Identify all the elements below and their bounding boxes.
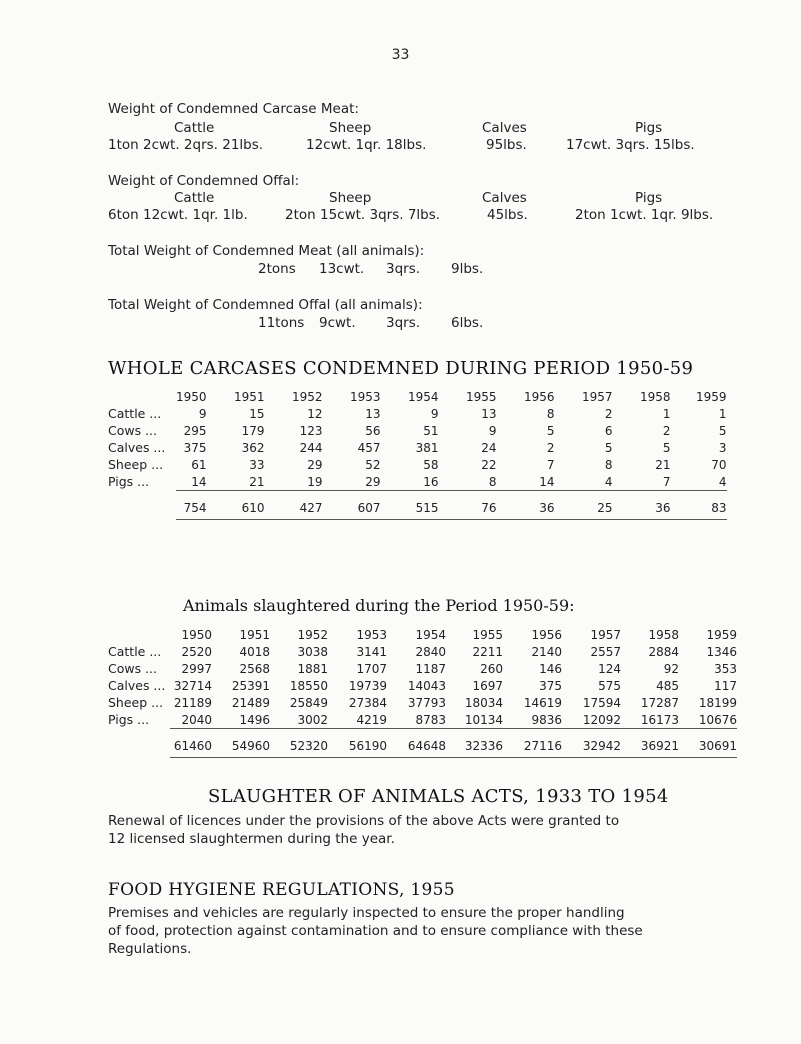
value-cell: 33	[249, 457, 265, 472]
value-cell: 14619	[523, 695, 562, 710]
row-label: Pigs ...	[108, 474, 150, 490]
year-cell: 1954	[408, 389, 439, 404]
year-cell: 1950	[176, 389, 207, 404]
value-cell: 24	[481, 440, 497, 455]
value-cell: 1	[662, 406, 671, 421]
total-offal-title: Total Weight of Condemned Offal (all animals):	[108, 297, 423, 313]
table-row	[108, 677, 737, 694]
page-number: 33	[391, 47, 410, 63]
offal-cattle-label: Cattle	[174, 190, 215, 206]
total-cell: 32942	[562, 735, 621, 758]
offal-cattle-value: 6ton 12cwt. 1qr. 1lb.	[108, 207, 248, 223]
value-cell: 16173	[621, 711, 679, 729]
total-cell: 25	[555, 497, 613, 520]
value-cell: 8	[604, 457, 613, 472]
total-cell: 427	[265, 497, 323, 520]
slaughter-acts-paragraph	[108, 812, 619, 848]
value-cell: 1496	[212, 711, 270, 729]
slaughter-acts-heading: SLAUGHTER OF ANIMALS ACTS, 1933 TO 1954	[208, 786, 669, 807]
value-cell: 70	[711, 457, 727, 472]
year-cell: 1957	[590, 627, 621, 642]
value-cell: 2211	[472, 644, 503, 659]
paragraph-line: 12 licensed slaughtermen during the year.	[108, 831, 395, 847]
carcase-cattle-value: 1ton 2cwt. 2qrs. 21lbs.	[108, 137, 264, 153]
carcase-cattle-label: Cattle	[174, 120, 215, 136]
value-cell: 56	[365, 423, 381, 438]
value-cell: 18550	[289, 678, 328, 693]
value-cell: 10676	[679, 711, 737, 729]
value-cell: 21189	[173, 695, 212, 710]
total-cell: 27116	[503, 735, 562, 758]
value-cell: 2557	[590, 644, 621, 659]
total-meat-qrs: 3qrs.	[386, 261, 421, 277]
year-cell: 1953	[350, 389, 381, 404]
value-cell: 2	[546, 440, 555, 455]
row-label: Calves ...	[108, 678, 166, 693]
total-cell: 36921	[621, 735, 679, 758]
value-cell: 6	[604, 423, 613, 438]
table-row	[108, 405, 727, 422]
value-cell: 3002	[270, 711, 328, 729]
offal-calves-label: Calves	[482, 190, 527, 206]
value-cell: 485	[656, 678, 679, 693]
slaughtered-heading: Animals slaughtered during the Period 1950-59:	[183, 596, 575, 615]
year-cell: 1959	[696, 389, 727, 404]
value-cell: 381	[415, 440, 439, 455]
value-cell: 3038	[297, 644, 328, 659]
value-cell: 22	[481, 457, 497, 472]
value-cell: 4018	[239, 644, 270, 659]
offal-calves-value: 45lbs.	[487, 207, 528, 223]
value-cell: 9	[488, 423, 497, 438]
value-cell: 146	[539, 661, 562, 676]
value-cell: 1707	[356, 661, 387, 676]
row-label: Calves ...	[108, 440, 166, 455]
total-cell: 515	[381, 497, 439, 520]
row-label: Cattle ...	[108, 406, 162, 421]
value-cell: 2140	[531, 644, 562, 659]
total-cell: 54960	[212, 735, 270, 758]
value-cell: 21	[655, 457, 671, 472]
value-cell: 375	[183, 440, 207, 455]
value-cell: 2997	[181, 661, 212, 676]
row-label: Pigs ...	[108, 712, 150, 728]
offal-pigs-value: 2ton 1cwt. 1qr. 9lbs.	[575, 207, 714, 223]
value-cell: 9	[198, 406, 207, 421]
year-cell: 1952	[292, 389, 323, 404]
row-label: Cows ...	[108, 661, 158, 676]
year-cell: 1956	[524, 389, 555, 404]
year-cell: 1958	[648, 627, 679, 642]
value-cell: 353	[714, 661, 737, 676]
year-cell: 1954	[415, 627, 446, 642]
total-cell: 610	[207, 497, 265, 520]
value-cell: 123	[299, 423, 323, 438]
total-cell: 754	[176, 497, 207, 520]
value-cell: 21	[207, 473, 265, 491]
table-row	[108, 694, 737, 711]
total-cell: 56190	[328, 735, 387, 758]
table-row	[108, 660, 737, 677]
table-row	[108, 643, 737, 660]
value-cell: 1187	[415, 661, 446, 676]
carcase-sheep-value: 12cwt. 1qr. 18lbs.	[306, 137, 427, 153]
value-cell: 2040	[170, 711, 212, 729]
total-offal-lbs: 6lbs.	[451, 315, 484, 331]
offal-sheep-value: 2ton 15cwt. 3qrs. 7lbs.	[285, 207, 441, 223]
value-cell: 9836	[503, 711, 562, 729]
year-cell: 1956	[531, 627, 562, 642]
value-cell: 8	[439, 473, 497, 491]
value-cell: 4	[555, 473, 613, 491]
total-meat-cwt: 13cwt.	[319, 261, 365, 277]
value-cell: 25849	[289, 695, 328, 710]
total-cell: 32336	[446, 735, 503, 758]
value-cell: 14	[176, 473, 207, 491]
value-cell: 1	[718, 406, 727, 421]
food-hygiene-heading: FOOD HYGIENE REGULATIONS, 1955	[108, 880, 455, 900]
value-cell: 37793	[407, 695, 446, 710]
total-cell: 64648	[387, 735, 446, 758]
value-cell: 21489	[231, 695, 270, 710]
value-cell: 8783	[387, 711, 446, 729]
year-cell: 1950	[181, 627, 212, 642]
value-cell: 244	[299, 440, 323, 455]
value-cell: 3141	[356, 644, 387, 659]
total-cell: 52320	[270, 735, 328, 758]
value-cell: 5	[604, 440, 613, 455]
value-cell: 117	[714, 678, 737, 693]
total-offal-cwt: 9cwt.	[319, 315, 356, 331]
value-cell: 260	[480, 661, 503, 676]
year-cell: 1957	[582, 389, 613, 404]
value-cell: 2884	[648, 644, 679, 659]
row-label: Cows ...	[108, 423, 158, 438]
paragraph-line: Premises and vehicles are regularly inspected to ensure the proper handling	[108, 905, 625, 921]
slaughtered-table	[108, 626, 737, 758]
value-cell: 92	[663, 661, 679, 676]
value-cell: 457	[357, 440, 381, 455]
value-cell: 8	[546, 406, 555, 421]
total-cell: 30691	[679, 735, 737, 758]
value-cell: 12092	[562, 711, 621, 729]
year-cell: 1951	[239, 627, 270, 642]
paragraph-line: Regulations.	[108, 941, 192, 957]
value-cell: 2	[604, 406, 613, 421]
value-cell: 32714	[173, 678, 212, 693]
value-cell: 13	[481, 406, 497, 421]
total-cell: 76	[439, 497, 497, 520]
value-cell: 7	[546, 457, 555, 472]
value-cell: 7	[613, 473, 671, 491]
table-row	[108, 711, 737, 729]
offal-pigs-label: Pigs	[635, 190, 663, 206]
value-cell: 9	[430, 406, 439, 421]
value-cell: 14	[497, 473, 555, 491]
header-row	[108, 388, 727, 405]
offal-title: Weight of Condemned Offal:	[108, 173, 300, 189]
year-cell: 1958	[640, 389, 671, 404]
total-offal-tons: 11tons	[258, 315, 305, 331]
value-cell: 14043	[407, 678, 446, 693]
total-meat-title: Total Weight of Condemned Meat (all animals):	[108, 243, 425, 259]
value-cell: 295	[183, 423, 207, 438]
value-cell: 5	[718, 423, 727, 438]
value-cell: 29	[307, 457, 323, 472]
table-row	[108, 422, 727, 439]
value-cell: 124	[598, 661, 621, 676]
value-cell: 18034	[464, 695, 503, 710]
value-cell: 16	[381, 473, 439, 491]
value-cell: 362	[241, 440, 265, 455]
total-cell: 83	[671, 497, 727, 520]
row-label: Sheep ...	[108, 695, 164, 710]
offal-sheep-label: Sheep	[329, 190, 372, 206]
year-cell: 1955	[472, 627, 503, 642]
carcase-meat-title: Weight of Condemned Carcase Meat:	[108, 101, 359, 117]
table-row	[108, 473, 727, 491]
value-cell: 5	[662, 440, 671, 455]
value-cell: 4219	[328, 711, 387, 729]
value-cell: 19	[265, 473, 323, 491]
total-cell: 607	[323, 497, 381, 520]
value-cell: 179	[241, 423, 265, 438]
value-cell: 19739	[348, 678, 387, 693]
total-cell: 61460	[170, 735, 212, 758]
value-cell: 2840	[415, 644, 446, 659]
value-cell: 2	[662, 423, 671, 438]
value-cell: 27384	[348, 695, 387, 710]
value-cell: 12	[307, 406, 323, 421]
value-cell: 2568	[239, 661, 270, 676]
food-hygiene-paragraph	[108, 904, 643, 958]
paragraph-line: Renewal of licences under the provisions of the above Acts were granted to	[108, 813, 620, 829]
value-cell: 10134	[446, 711, 503, 729]
total-cell: 36	[613, 497, 671, 520]
whole-carcases-table	[108, 388, 727, 520]
value-cell: 61	[191, 457, 207, 472]
table-row	[108, 439, 727, 456]
paragraph-line: of food, protection against contamination and to ensure compliance with these	[108, 923, 643, 939]
value-cell: 1881	[297, 661, 328, 676]
carcase-pigs-label: Pigs	[635, 120, 663, 136]
carcase-calves-value: 95lbs.	[486, 137, 527, 153]
value-cell: 575	[598, 678, 621, 693]
value-cell: 29	[323, 473, 381, 491]
carcase-calves-label: Calves	[482, 120, 527, 136]
year-cell: 1952	[297, 627, 328, 642]
year-cell: 1951	[234, 389, 265, 404]
totals-row	[108, 735, 737, 758]
value-cell: 58	[423, 457, 439, 472]
value-cell: 1697	[472, 678, 503, 693]
value-cell: 5	[546, 423, 555, 438]
value-cell: 15	[249, 406, 265, 421]
value-cell: 2520	[181, 644, 212, 659]
value-cell: 1346	[706, 644, 737, 659]
row-label: Cattle ...	[108, 644, 162, 659]
value-cell: 13	[365, 406, 381, 421]
value-cell: 17287	[640, 695, 679, 710]
whole-carcases-heading: WHOLE CARCASES CONDEMNED DURING PERIOD 1950-59	[108, 358, 694, 379]
total-meat-lbs: 9lbs.	[451, 261, 484, 277]
value-cell: 18199	[698, 695, 737, 710]
value-cell: 17594	[582, 695, 621, 710]
year-cell: 1953	[356, 627, 387, 642]
value-cell: 51	[423, 423, 439, 438]
total-meat-tons: 2tons	[258, 261, 296, 277]
carcase-sheep-label: Sheep	[329, 120, 372, 136]
carcase-pigs-value: 17cwt. 3qrs. 15lbs.	[566, 137, 695, 153]
total-offal-qrs: 3qrs.	[386, 315, 421, 331]
header-row	[108, 626, 737, 643]
table-row	[108, 456, 727, 473]
value-cell: 4	[671, 473, 727, 491]
value-cell: 3	[718, 440, 727, 455]
year-cell: 1955	[466, 389, 497, 404]
value-cell: 52	[365, 457, 381, 472]
total-cell: 36	[497, 497, 555, 520]
totals-row	[108, 497, 727, 520]
value-cell: 375	[539, 678, 562, 693]
year-cell: 1959	[706, 627, 737, 642]
value-cell: 25391	[231, 678, 270, 693]
row-label: Sheep ...	[108, 457, 164, 472]
